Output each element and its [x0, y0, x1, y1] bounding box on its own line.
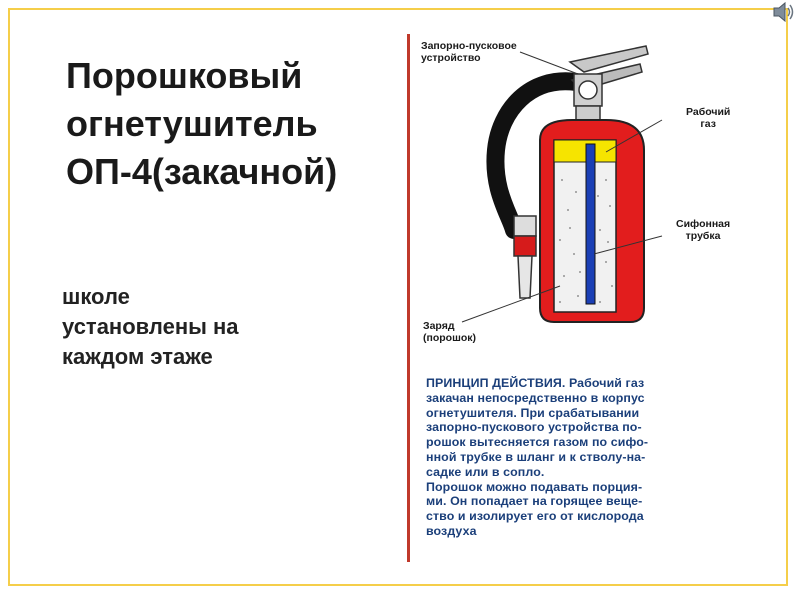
siphon-tube — [586, 144, 595, 304]
label-gas: Рабочий газ — [686, 106, 731, 130]
principle-text: ПРИНЦИП ДЕЙСТВИЯ. Рабочий газ закачан непосредственно в корпус огнетушителя. При срабатывании запорно-пускового устройства по- рошок вытесняется газом по сифо- нной трубке в шланг и к стволу-на- садке или в сопло. Порошок можно подавать порция- ми. Он попадает на горящее веще- ство и изолирует его от кислорода воздуха — [426, 376, 649, 538]
hose-coupling — [514, 216, 536, 236]
valve-neck — [576, 106, 600, 120]
speaker-icon[interactable] — [768, 0, 798, 24]
page-title: Порошковый огнетушитель ОП-4(закачной) — [66, 55, 338, 192]
label-charge: Заряд (порошок) — [423, 320, 476, 344]
label-siphon: Сифонная трубка — [676, 218, 731, 242]
working-gas — [554, 140, 616, 162]
pressure-gauge — [579, 81, 597, 99]
nozzle — [518, 256, 532, 298]
hose-nozzle-red — [514, 236, 536, 256]
leader-valve — [520, 52, 578, 74]
cutaway-powder — [554, 140, 616, 312]
placement-note: школе установлены на каждом этаже — [62, 284, 239, 369]
extinguisher-diagram — [410, 40, 670, 340]
label-valve: Запорно-пусковое устройство — [421, 40, 517, 64]
